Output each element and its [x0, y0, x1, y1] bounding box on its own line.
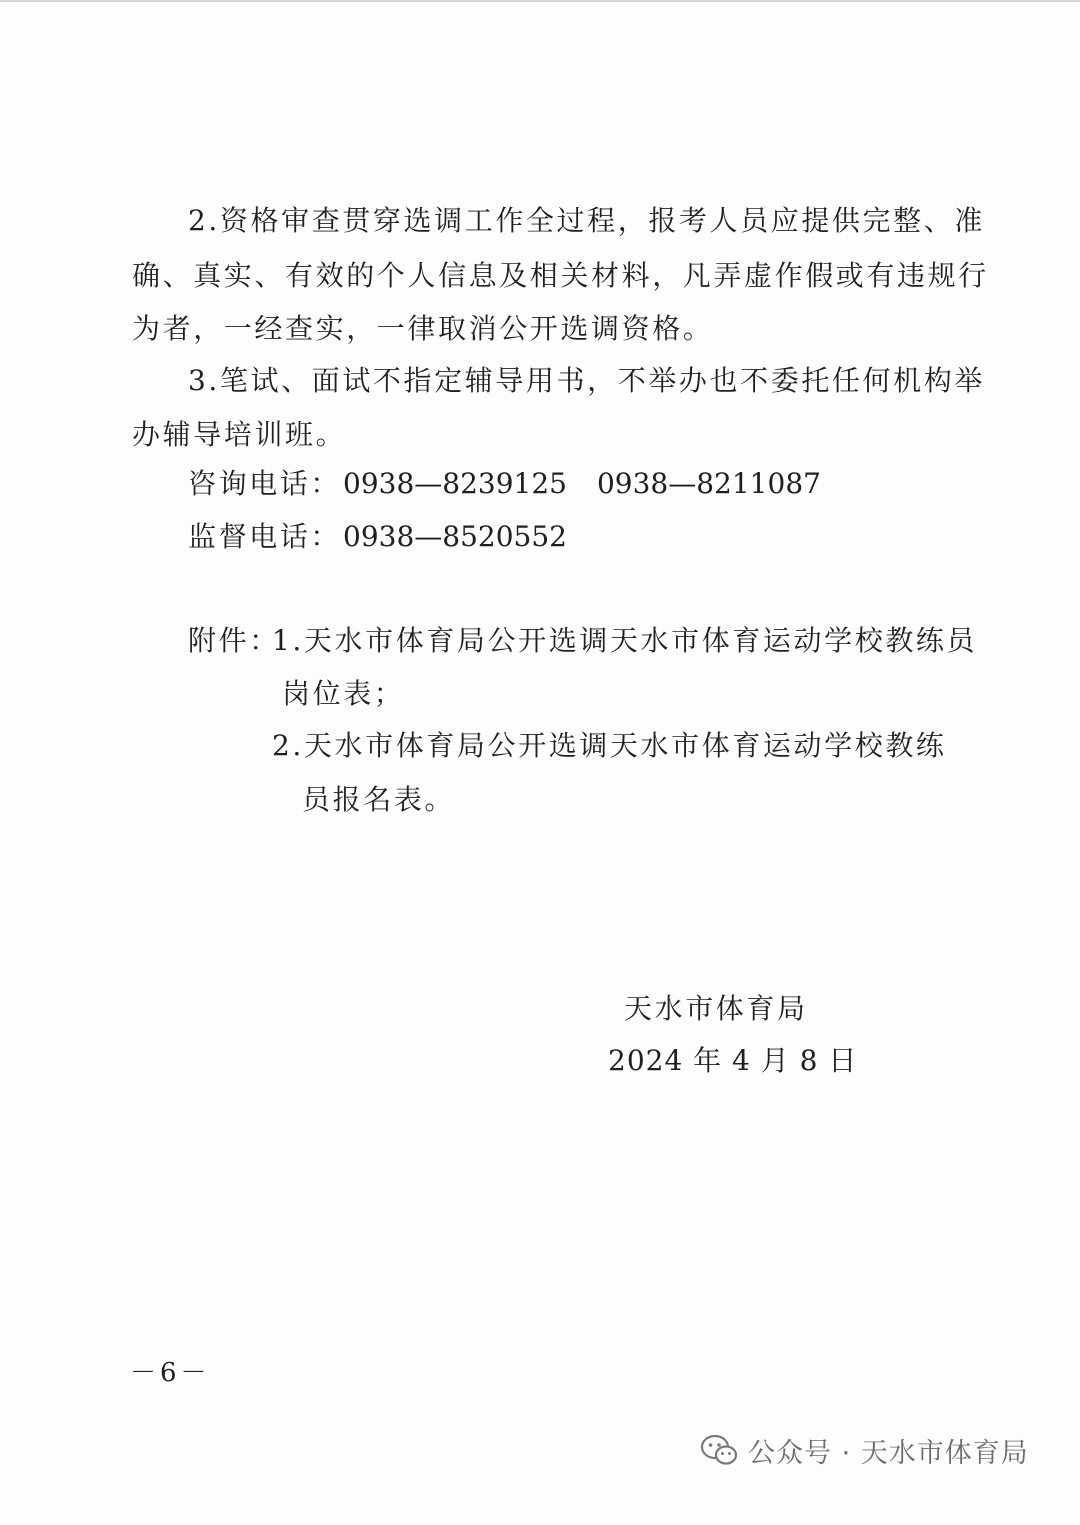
attachment-1-line-2: 岗位表；	[282, 677, 405, 710]
paragraph-2-line-2: 确、真实、有效的个人信息及相关材料，凡弄虚作假或有违规行	[132, 259, 989, 292]
supervise-phone-label: 监督电话：	[188, 520, 342, 553]
consult-phone-label: 咨询电话：	[188, 467, 342, 500]
supervise-phone-row	[188, 518, 567, 556]
page-number: －6－	[130, 1358, 211, 1388]
page-top-edge	[0, 0, 1080, 2]
paragraph-2-line-3: 为者，一经查实，一律取消公开选调资格。	[132, 312, 714, 345]
attachment-2-line-2: 员报名表。	[302, 783, 456, 816]
attachment-1-line-1: 1.天水市体育局公开选调天水市体育运动学校教练员	[272, 624, 978, 657]
consult-phone-1: 0938—8239125	[343, 467, 567, 500]
paragraph-3-line-1: 3.笔试、面试不指定辅导用书，不举办也不委托任何机构举	[188, 364, 985, 397]
consult-phone-row	[188, 465, 821, 503]
supervise-phone: 0938—8520552	[343, 520, 567, 553]
signing-organization: 天水市体育局	[624, 992, 808, 1025]
signing-date: 2024 年 4 月 8 日	[608, 1044, 858, 1077]
paragraph-2-line-1: 2.资格审查贯穿选调工作全过程，报考人员应提供完整、准	[188, 204, 985, 237]
wechat-watermark	[700, 1428, 1029, 1472]
wechat-icon	[700, 1434, 738, 1466]
consult-phone-2: 0938—8211087	[596, 467, 821, 500]
paragraph-3-line-2: 办辅导培训班。	[132, 418, 347, 451]
attachment-2-line-1: 2.天水市体育局公开选调天水市体育运动学校教练	[272, 729, 947, 762]
attachments-label: 附件：	[188, 624, 280, 657]
watermark-text: 公众号 · 天水市体育局	[748, 1437, 1029, 1469]
